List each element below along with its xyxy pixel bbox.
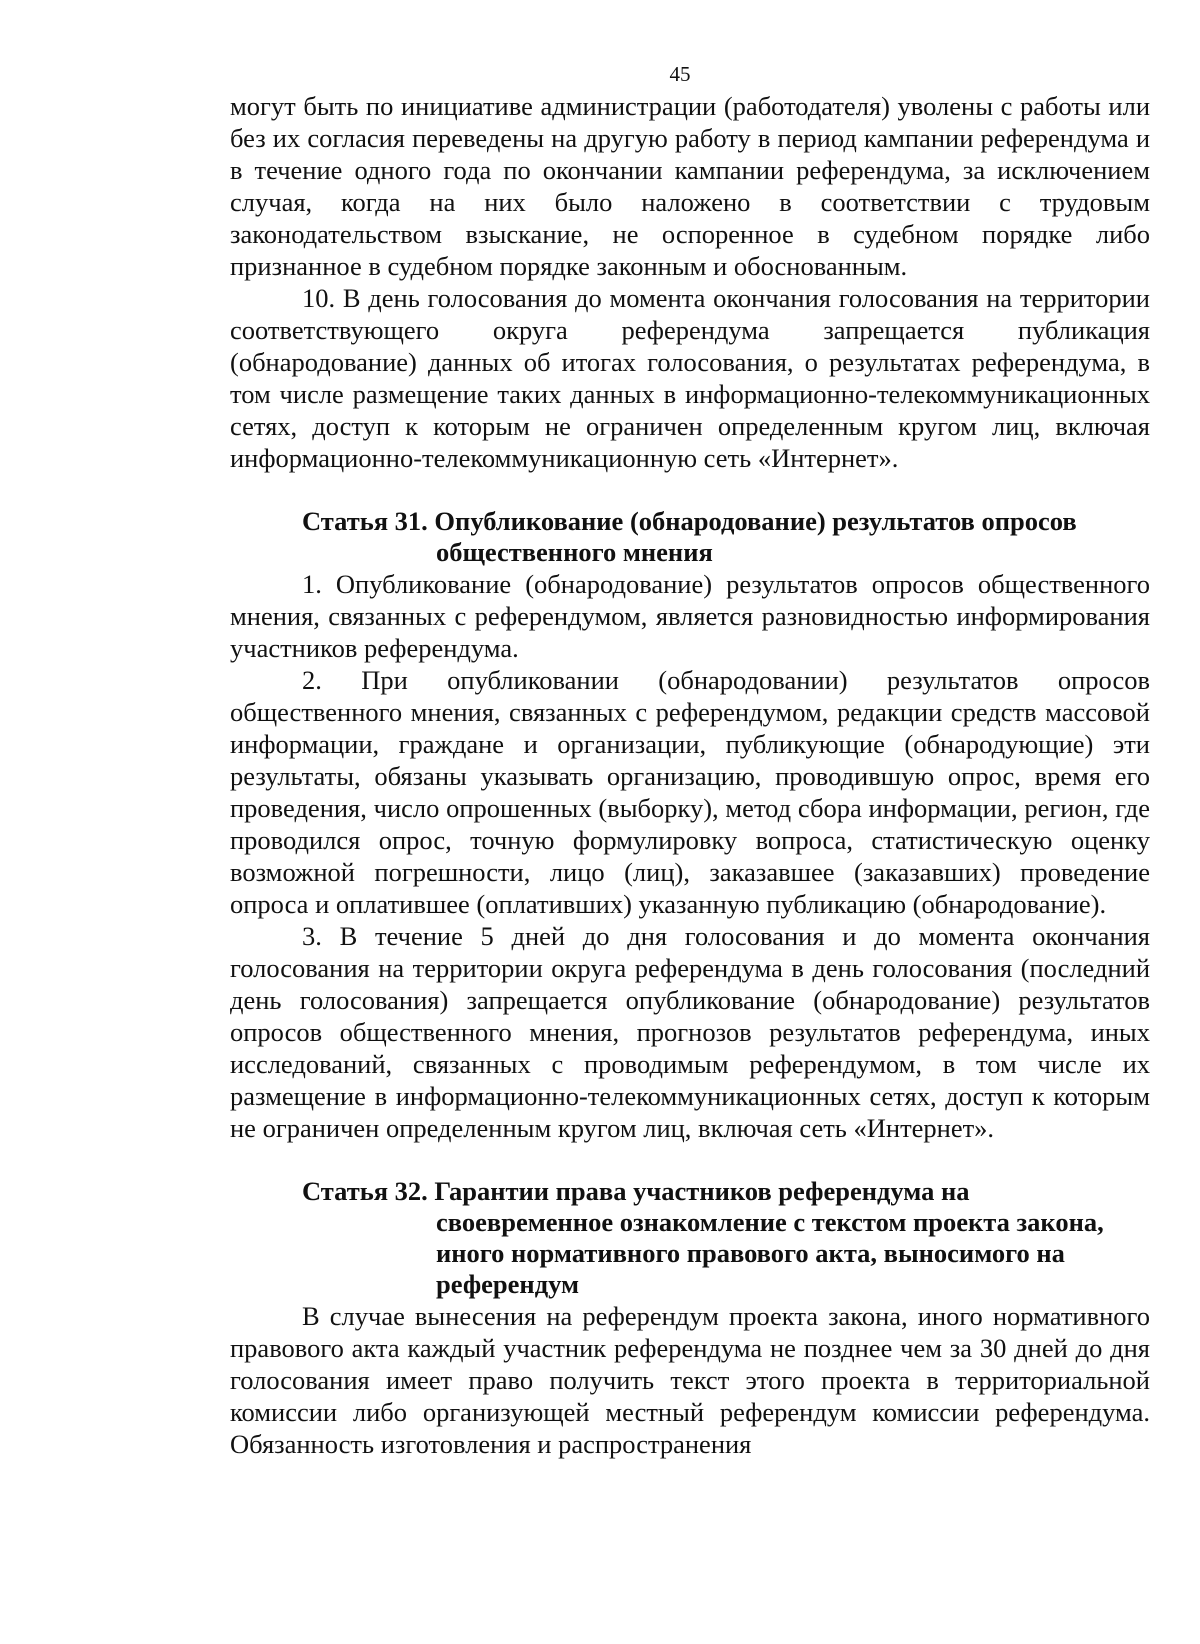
- article-32-heading-cont-3: референдум: [436, 1269, 580, 1299]
- article-31-paragraph-3: 3. В течение 5 дней до дня голосования и до момента окончания голосования на территории округа референдума в день голосования (последний день голосования) запрещается опубликование (обнародование) результатов опросов общественного мнения, прогнозов результатов референдума, иных исследований, связанных с проводимым референдумом, в том числе их размещение в информационно-телекоммуникационных сетях, доступ к которым не ограничен определенным кругом лиц, включая сеть «Интернет».: [230, 921, 1150, 1143]
- article-31-heading: Статья 31. Опубликование (обнародование) результатов опросов: [302, 506, 1077, 536]
- document-body: [230, 90, 1150, 1460]
- article-32-heading-cont-1: своевременное ознакомление с текстом проекта закона,: [436, 1207, 1104, 1237]
- paragraph-continuation: могут быть по инициативе администрации (работодателя) уволены с работы или без их согласия переведены на другую работу в период кампании референдума и в течение одного года по окончании кампании референдума, за исключением случая, когда на них было наложено в соответствии с трудовым законодательством взыскание, не оспоренное в судебном порядке либо признанное в судебном порядке законным и обоснованным.: [230, 91, 1150, 281]
- article-31-paragraph-1: 1. Опубликование (обнародование) результатов опросов общественного мнения, связанных с референдумом, является разновидностью информирования участников референдума.: [230, 569, 1150, 663]
- paragraph-item-10: 10. В день голосования до момента окончания голосования на территории соответствующего округа референдума запрещается публикация (обнародование) данных об итогах голосования, о результатах референдума, в том числе размещение таких данных в информационно-телекоммуникационных сетях, доступ к которым не ограничен определенным кругом лиц, включая информационно-телекоммуникационную сеть «Интернет».: [230, 283, 1150, 473]
- section-gap: [230, 474, 1150, 506]
- article-32-paragraph-1: В случае вынесения на референдум проекта закона, иного нормативного правового акта каждый участник референдума не позднее чем за 30 дней до дня голосования имеет право получить текст этого проекта в территориальной комиссии либо организующей местный референдум комиссии референдума. Обязанность изготовления и распространения: [230, 1301, 1150, 1459]
- page-number: 45: [669, 62, 691, 86]
- article-31-paragraph-2: 2. При опубликовании (обнародовании) результатов опросов общественного мнения, связанных с референдумом, редакции средств массовой информации, граждане и организации, публикующие (обнародующие) эти результаты, обязаны указывать организацию, проводившую опрос, время его проведения, число опрошенных (выборку), метод сбора информации, регион, где проводился опрос, точную формулировку вопроса, статистическую оценку возможной погрешности, лицо (лиц), заказавшее (заказавших) проведение опроса и оплатившее (оплативших) указанную публикацию (обнародование).: [230, 665, 1150, 919]
- article-32-heading: Статья 32. Гарантии права участников референдума на: [302, 1176, 970, 1206]
- section-gap: [230, 1144, 1150, 1176]
- article-31-heading-cont: общественного мнения: [436, 537, 713, 567]
- article-32-heading-cont-2: иного нормативного правового акта, выносимого на: [436, 1238, 1065, 1268]
